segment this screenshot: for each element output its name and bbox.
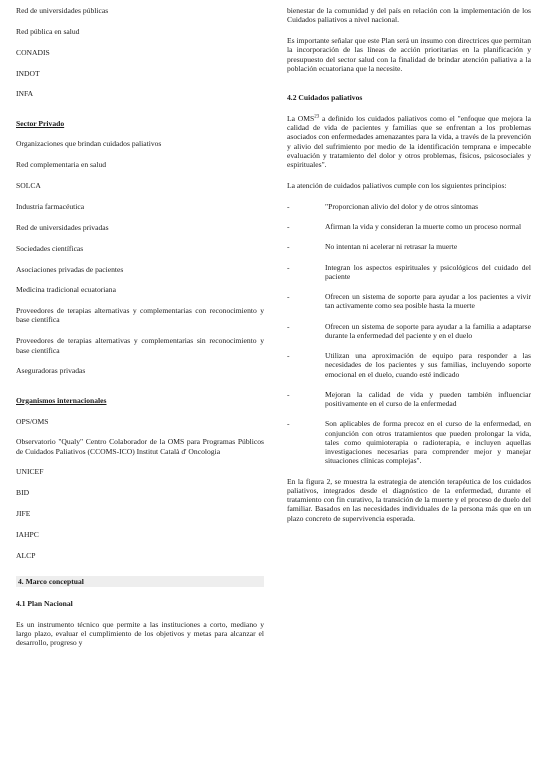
bullet-marker: - [287,262,290,272]
list-item: Sociedades científicas [16,243,84,253]
list-item-text: No intentan ni acelerar ni retrasar la muerte [325,242,458,252]
list-item [287,263,531,282]
list-item: Red de universidades públicas [16,6,109,15]
international-orgs-heading: Organismos internacionales [16,395,107,405]
list-item [287,242,531,251]
private-sector-heading: Sector Privado [16,118,65,128]
list-item: UNICEF [16,467,44,477]
list-item: Proveedores de terapias alternativas y complementarias con reconocimiento y base científica [16,306,264,325]
section-4-1-paragraph: Es un instrumento técnico que permite a las instituciones a corto, mediano y largo plazo, evaluar el cumplimiento de los objetivos y metas para alcanzar el desarrollo, progreso y [16,619,264,648]
list-item-text: Ofrecen un sistema de soporte para ayudar a la familia a adaptarse durante la enfermedad del paciente y en el duelo [325,321,531,340]
list-item: INDOT [16,68,40,78]
paragraph-text: La OMS [287,113,315,123]
list-item: JIFE [16,509,31,519]
bullet-marker: - [287,321,290,331]
bullet-marker: - [287,419,290,429]
list-item [287,351,531,379]
bullet-marker: - [287,351,290,361]
list-item: OPS/OMS [16,416,49,426]
paragraph: Es importante señalar que este Plan será un insumo con directrices que permitan la incorporación de las líneas de acción prioritarias en la planificación y presupuesto del sector salud con la finalidad de brindar atención paliativa a la población ecuatoriana que la necesite. [287,36,531,73]
bullet-marker: - [287,222,290,232]
list-item: SOLCA [16,181,41,191]
footnote-ref: 23 [314,114,320,120]
list-item [287,322,531,341]
list-item [287,202,531,211]
list-item [287,419,531,465]
bullet-marker: - [287,292,290,302]
list-item [287,292,531,311]
list-item-text: "Proporcionan alivio del dolor y de otros síntomas [325,201,479,211]
list-item: Asociaciones privadas de pacientes [16,264,124,274]
list-item-text: Mejoran la calidad de vida y pueden también influenciar positivamente en el curso de la enfermedad [325,389,531,409]
who-definition-paragraph [287,114,531,170]
list-item-text: Ofrecen un sistema de soporte para ayudar a los pacientes a vivir tan activamente como sea posible hasta la muerte [325,292,531,311]
list-item-text: Son aplicables de forma precoz en el curso de la enfermedad, en conjunción con otros tratamientos que pueden prolongar la vida, tales como quimioterapia o radioterapia, e incluyen aquellas investigaciones necesarias para comprender mejor y manejar situaciones clínicas complejas". [325,419,531,466]
paragraph-text: a definido los cuidados paliativos como el "enfoque que mejora la calidad de vida de pacientes y familias que se enfrentan a los problemas asociados con enfermedades amenazantes para la vida, a través de la prevención y alivio del sufrimiento por medio de la identificación temprana e impecable evaluación y tratamiento del dolor y otros problemas, físicos, psicosociales y espirituales". [287,113,531,170]
paragraph: La atención de cuidados paliativos cumple con los siguientes principios: [287,181,507,191]
list-item: ALCP [16,550,36,560]
list-item: CONADIS [16,47,50,57]
list-item: Red complementaria en salud [16,160,107,170]
right-column [287,6,531,534]
list-item: Red pública en salud [16,26,80,36]
list-item: Industria farmacéutica [16,202,85,211]
list-item: Organizaciones que brindan cuidados paliativos [16,139,162,149]
list-item [287,222,531,231]
list-item-text: Utilizan una aproximación de equipo para responder a las necesidades de los pacientes y sus familias, incluyendo soporte emocional en el duelo, cuando esté indicado [325,351,531,379]
list-item-text: Afirman la vida y consideran la muerte como un proceso normal [325,222,522,232]
list-item: Medicina tradicional ecuatoriana [16,285,116,295]
list-item: BID [16,488,30,498]
section-4-1-title: 4.1 Plan Nacional [16,598,73,608]
bullet-marker: - [287,201,290,211]
bullet-marker: - [287,389,290,399]
list-item: Observatorio "Qualy" Centro Colaborador de la OMS para Programas Públicos de Cuidados Paliativos (CCOMS-ICO) Institut Català d' Oncologia [16,437,264,456]
figure-2-paragraph: En la figura 2, se muestra la estrategia de atención terapéutica de los cuidados paliativos, integrados desde el diagnóstico de la enfermedad, durante el tratamiento con fin curativo, la transición de la muerte y el proceso de duelo del familiar. Basados en las necesidades individuales de la persona más que en un plazo concreto de supervivencia esperada. [287,476,531,523]
list-item [287,390,531,409]
list-item: Proveedores de terapias alternativas y complementarias sin reconocimiento y base científica [16,336,264,355]
bullet-marker: - [287,242,290,252]
list-item-text: Integran los aspectos espirituales y psicológicos del cuidado del paciente [325,262,531,281]
left-column [16,6,264,659]
list-item: Aseguradoras privadas [16,366,86,376]
section-4-2-title: 4.2 Cuidados paliativos [287,93,363,103]
principles-list [287,202,531,466]
list-item: Red de universidades privadas [16,222,109,232]
list-item: INFA [16,89,34,99]
list-item: IAHPC [16,529,39,539]
paragraph: bienestar de la comunidad y del país en relación con la implementación de los Cuidados paliativos a nivel nacional. [287,6,531,25]
section-4-title: 4. Marco conceptual [16,576,264,587]
